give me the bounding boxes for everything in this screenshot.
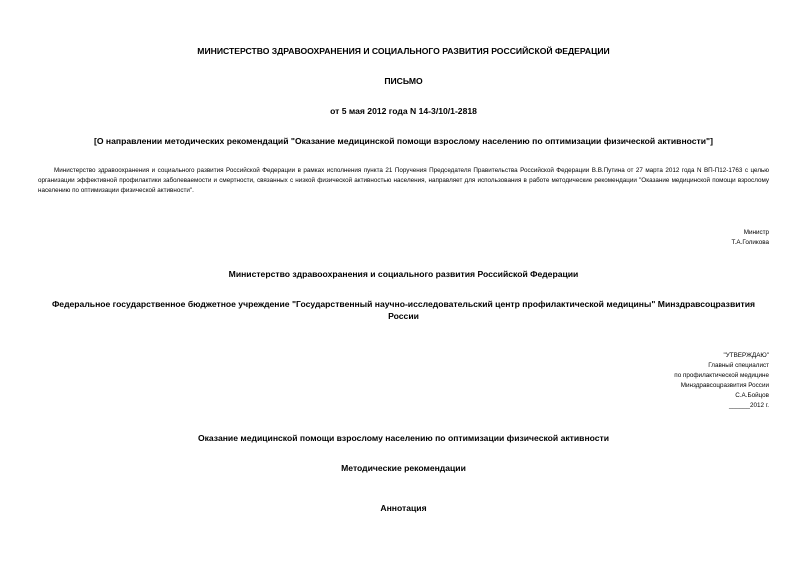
recommendations-institution: Федеральное государственное бюджетное учреждение "Государственный научно-исследовательский центр профилактической медицины" Минздравсоцразвития России [51,299,756,321]
doc-type-heading: ПИСЬМО [384,76,423,86]
approval-block [674,351,769,411]
approval-stamp: "УТВЕРЖДАЮ" [723,352,769,359]
document-section: Аннотация [380,503,427,513]
approval-line3: Минздравсоцразвития России [680,382,769,389]
doc-date-number: от 5 мая 2012 года N 14-3/10/1-2818 [330,106,477,116]
approval-date: ______2012 г. [728,402,769,409]
document-title: Оказание медицинской помощи взрослому населению по оптимизации физической активности [197,433,610,443]
letter-body: Министерство здравоохранения и социального развития Российской Федерации в рамках исполнения пункта 21 Поручения Председателя Правительства Российской Федерации В.В.Путина от 27 марта 2012 года N ВП-П12-1763 с целью организации эффективной профилактики заболеваемости и смертности, связанных с низкой физической активностью населения, направляет для использования в работе методические рекомендации "Оказание медицинской помощи взрослому населению по оптимизации физической активности". [38,167,769,194]
signature-block [732,228,770,248]
approval-line1: Главный специалист [708,362,769,369]
doc-subject: [О направлении методических рекомендаций "Оказание медицинской помощи взрослому населению по оптимизации физической активности"] [93,136,713,146]
signature-position: Министр [743,229,769,236]
document-subtitle: Методические рекомендации [341,463,466,473]
signature-name: Т.А.Голикова [731,239,769,246]
ministry-heading: МИНИСТЕРСТВО ЗДРАВООХРАНЕНИЯ И СОЦИАЛЬНОГО РАЗВИТИЯ РОССИЙСКОЙ ФЕДЕРАЦИИ [197,46,610,56]
approval-line2: по профилактической медицине [674,372,769,379]
approval-name: С.А.Бойцов [735,392,769,399]
recommendations-ministry: Министерство здравоохранения и социального развития Российской Федерации [228,269,579,279]
